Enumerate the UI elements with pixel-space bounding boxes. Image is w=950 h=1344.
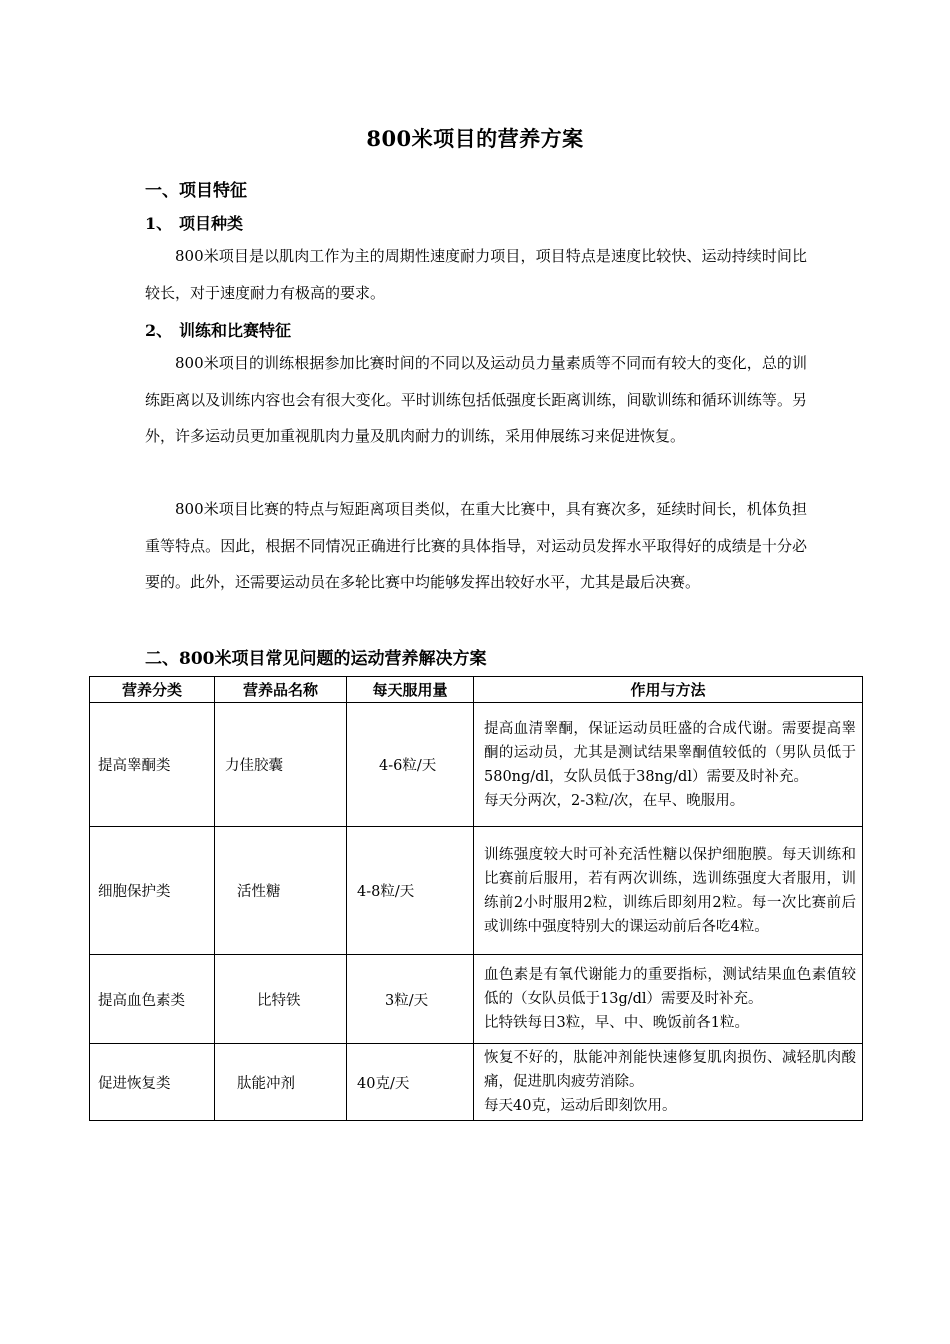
header-product: 营养品名称 bbox=[215, 677, 347, 703]
subsection-number: 2、 bbox=[145, 321, 173, 340]
cell-product: 活性糖 bbox=[215, 827, 347, 955]
cell-category: 提高血色素类 bbox=[90, 955, 215, 1044]
cell-usage bbox=[474, 703, 863, 827]
cell-product: 比特铁 bbox=[215, 955, 347, 1044]
subsection-heading-1 bbox=[145, 211, 243, 234]
cell-product: 肽能冲剂 bbox=[215, 1044, 347, 1121]
cell-dose: 4-6粒/天 bbox=[347, 703, 474, 827]
usage-method: 比特铁每日3粒，早、中、晚饭前各1粒。 bbox=[484, 1015, 749, 1031]
usage-description: 训练强度较大时可补充活性糖以保护细胞膜。每天训练和比赛前后服用，若有两次训练，选训练强度大者服用，训练前2小时服用2粒，训练后即刻用2粒。每一次比赛前后或训练中强度特别大的课运动前后各吃4粒。 bbox=[484, 846, 856, 935]
cell-category: 促进恢复类 bbox=[90, 1044, 215, 1121]
cell-usage bbox=[474, 827, 863, 955]
usage-method: 每天分两次，2-3粒/次，在早、晚服用。 bbox=[484, 792, 745, 809]
subsection-label: 项目种类 bbox=[179, 214, 244, 233]
table-row bbox=[90, 955, 863, 1044]
cell-dose: 4-8粒/天 bbox=[347, 827, 474, 955]
cell-category: 细胞保护类 bbox=[90, 827, 215, 955]
cell-usage bbox=[474, 1044, 863, 1121]
table-row bbox=[90, 1044, 863, 1121]
header-usage: 作用与方法 bbox=[474, 677, 863, 703]
usage-method: 每天40克，运动后即刻饮用。 bbox=[484, 1098, 677, 1114]
section-heading-2: 二、800米项目常见问题的运动营养解决方案 bbox=[145, 649, 487, 669]
table-header-row bbox=[90, 677, 863, 703]
table-row bbox=[90, 827, 863, 955]
cell-usage bbox=[474, 955, 863, 1044]
page-title: 800米项目的营养方案 bbox=[366, 126, 584, 151]
cell-dose: 3粒/天 bbox=[347, 955, 474, 1044]
paragraph-competition-features: 800米项目比赛的特点与短距离项目类似，在重大比赛中，具有赛次多，延续时间长，机体负担重等特点。因此，根据不同情况正确进行比赛的具体指导，对运动员发挥水平取得好的成绩是十分必要的。此外，还需要运动员在多轮比赛中均能够发挥出较好水平，尤其是最后决赛。 bbox=[145, 500, 807, 591]
nutrition-table bbox=[89, 676, 863, 1121]
paragraph-event-type: 800米项目是以肌肉工作为主的周期性速度耐力项目，项目特点是速度比较快、运动持续时间比较长，对于速度耐力有极高的要求。 bbox=[145, 247, 807, 302]
usage-description: 提高血清睾酮，保证运动员旺盛的合成代谢。需要提高睾酮的运动员，尤其是测试结果睾酮值较低的（男队员低于580ng/dl，女队员低于38ng/dl）需要及时补充。 bbox=[484, 720, 856, 785]
usage-description: 恢复不好的，肽能冲剂能快速修复肌肉损伤、减轻肌肉酸痛，促进肌肉疲劳消除。 bbox=[484, 1050, 856, 1090]
section-heading-1: 一、项目特征 bbox=[145, 181, 247, 201]
cell-dose: 40克/天 bbox=[347, 1044, 474, 1121]
cell-category: 提高睾酮类 bbox=[90, 703, 215, 827]
usage-description: 血色素是有氧代谢能力的重要指标，测试结果血色素值较低的（女队员低于13g/dl）需要及时补充。 bbox=[484, 967, 856, 1007]
paragraph-training-features: 800米项目的训练根据参加比赛时间的不同以及运动员力量素质等不同而有较大的变化，总的训练距离以及训练内容也会有很大变化。平时训练包括低强度长距离训练，间歇训练和循环训练等。另外，许多运动员更加重视肌肉力量及肌肉耐力的训练，采用伸展练习来促进恢复。 bbox=[145, 354, 807, 445]
header-category: 营养分类 bbox=[90, 677, 215, 703]
subsection-label: 训练和比赛特征 bbox=[179, 321, 292, 340]
subsection-number: 1、 bbox=[145, 214, 173, 233]
subsection-heading-2 bbox=[145, 318, 291, 341]
header-dose: 每天服用量 bbox=[347, 677, 474, 703]
cell-product: 力佳胶囊 bbox=[215, 703, 347, 827]
table-row bbox=[90, 703, 863, 827]
